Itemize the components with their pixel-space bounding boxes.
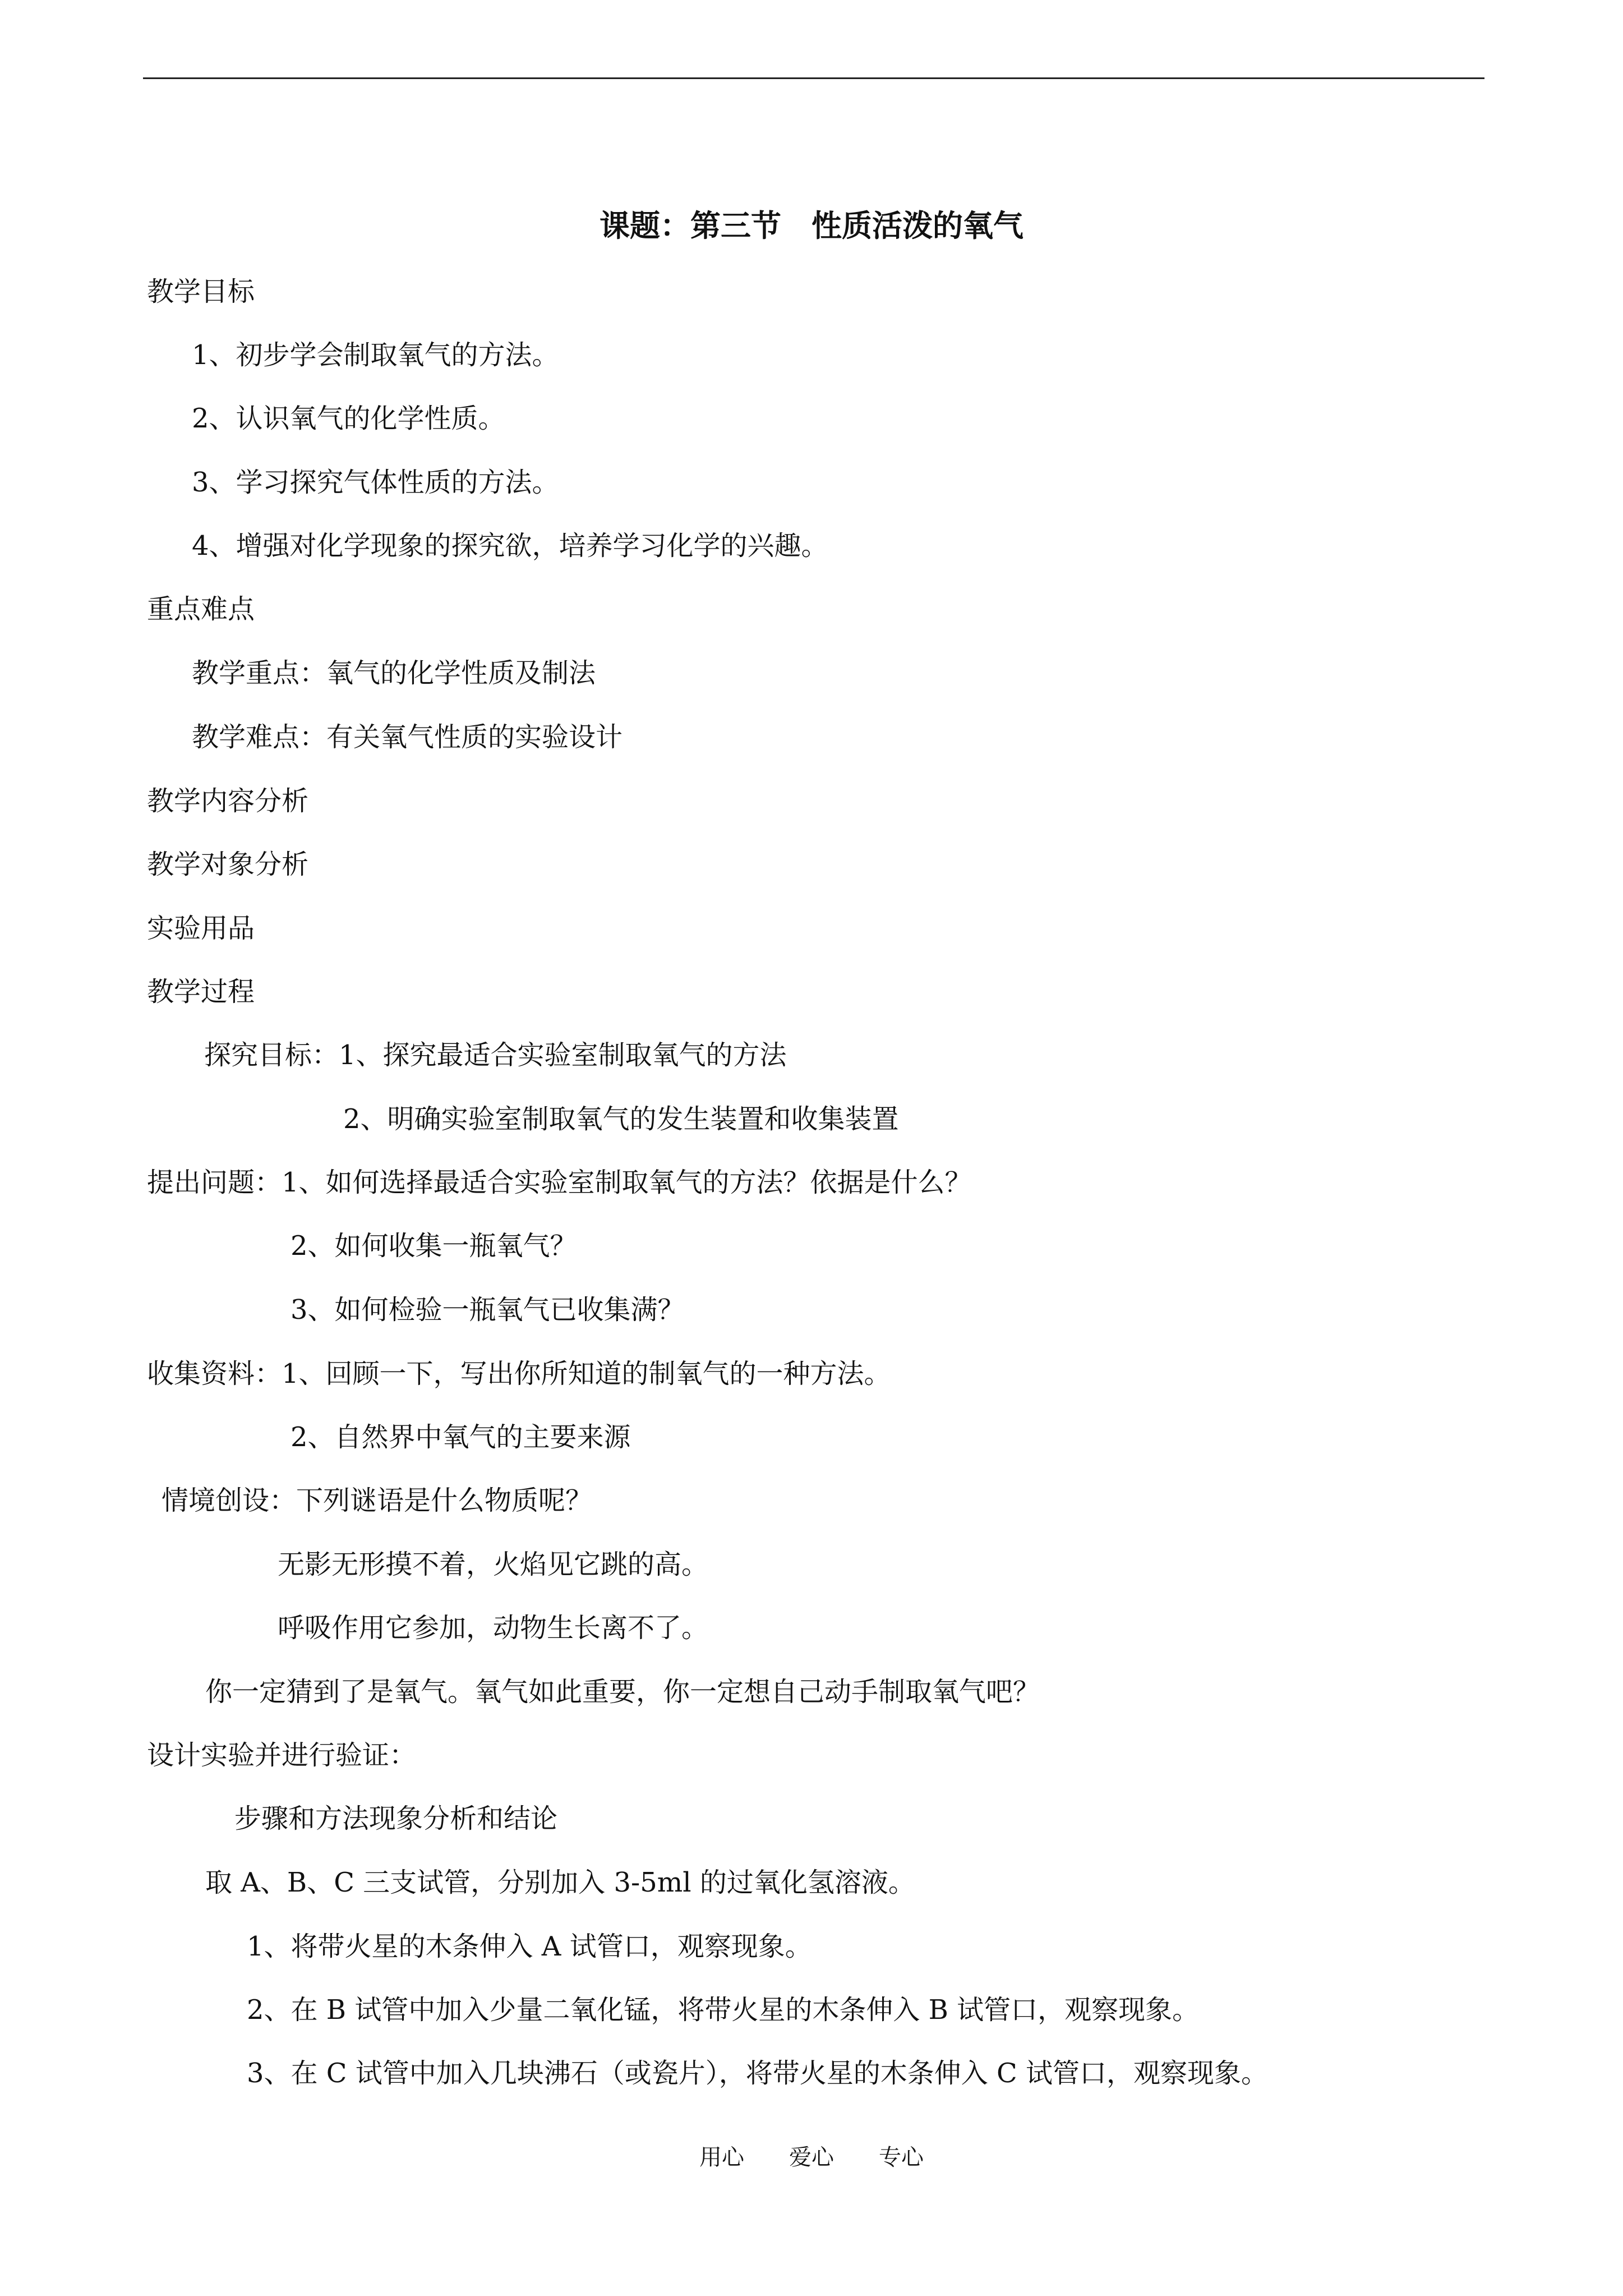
heading-experiment-design: 设计实验并进行验证： — [147, 1740, 417, 1771]
difficulty-item: 教学难点：有关氧气性质的实验设计 — [192, 721, 623, 753]
heading-materials: 实验用品 — [147, 913, 255, 944]
question-line: 2、如何收集一瓶氧气？ — [291, 1230, 577, 1262]
riddle-line: 呼吸作用它参加，动物生长离不了。 — [278, 1612, 709, 1644]
experiment-step: 3、在 C 试管中加入几块沸石（或瓷片），将带火星的木条伸入 C 试管口，观察现象。 — [247, 2058, 1269, 2089]
materials-collect-line: 收集资料：1、回顾一下，写出你所知道的制氧气的一种方法。 — [147, 1358, 891, 1389]
heading-audience-analysis: 教学对象分析 — [147, 849, 309, 880]
heading-content-analysis: 教学内容分析 — [147, 785, 309, 817]
inquiry-goal-line: 探究目标：1、探究最适合实验室制取氧气的方法 — [204, 1039, 787, 1071]
scenario-conclusion: 你一定猜到了是氧气。氧气如此重要，你一定想自己动手制取氧气吧？ — [205, 1676, 1040, 1708]
goal-item: 1、初步学会制取氧气的方法。 — [192, 339, 559, 371]
experiment-step: 1、将带火星的木条伸入 A 试管口，观察现象。 — [247, 1931, 812, 1962]
header-rule — [143, 77, 1484, 79]
riddle-line: 无影无形摸不着，火焰见它跳的高。 — [278, 1549, 709, 1580]
document-title: 课题：第三节 性质活泼的氧气 — [600, 208, 1023, 243]
key-point-item: 教学重点：氧气的化学性质及制法 — [192, 657, 596, 689]
question-line: 提出问题：1、如何选择最适合实验室制取氧气的方法？依据是什么？ — [147, 1167, 972, 1198]
heading-key-points: 重点难点 — [147, 593, 255, 625]
inquiry-goal-line: 2、明确实验室制取氧气的发生装置和收集装置 — [343, 1103, 899, 1135]
question-line: 3、如何检验一瓶氧气已收集满？ — [291, 1294, 685, 1326]
goal-item: 2、认识氧气的化学性质。 — [192, 403, 505, 434]
materials-collect-line: 2、自然界中氧气的主要来源 — [291, 1421, 631, 1453]
heading-teaching-goals: 教学目标 — [147, 276, 255, 307]
scenario-line: 情境创设：下列谜语是什么物质呢？ — [162, 1485, 593, 1516]
heading-teaching-process: 教学过程 — [147, 976, 255, 1007]
experiment-step: 取 A、B、C 三支试管，分别加入 3-5ml 的过氧化氢溶液。 — [205, 1867, 915, 1898]
goal-item: 4、增强对化学现象的探究欲，培养学习化学的兴趣。 — [192, 530, 828, 562]
experiment-step: 2、在 B 试管中加入少量二氧化锰，将带火星的木条伸入 B 试管口，观察现象。 — [247, 1994, 1200, 2026]
experiment-table-header: 步骤和方法现象分析和结论 — [234, 1803, 558, 1834]
page-footer: 用心 爱心 专心 — [699, 2145, 924, 2170]
goal-item: 3、学习探究气体性质的方法。 — [192, 467, 559, 498]
